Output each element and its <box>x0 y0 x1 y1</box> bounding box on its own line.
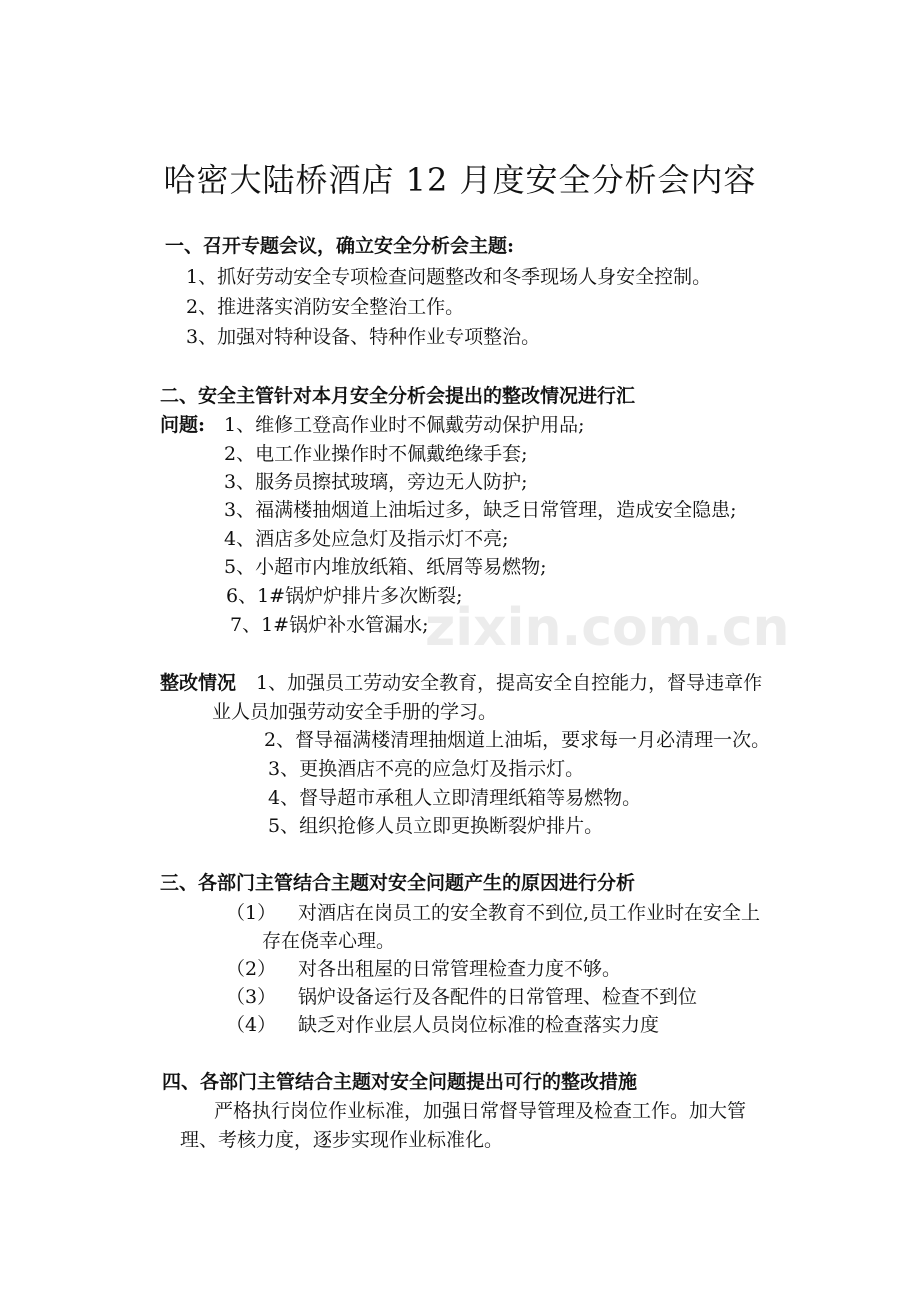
section-2-heading: 二、安全主管针对本月安全分析会提出的整改情况进行汇 <box>160 385 636 407</box>
watermark: zixin.com.cn <box>425 598 790 658</box>
issue-item: 7、1#锅炉补水管漏水; <box>230 614 429 636</box>
issue-item: 3、福满楼抽烟道上油垢过多，缺乏日常管理，造成安全隐患; <box>224 499 737 521</box>
fix-item: 2、督导福满楼清理抽烟道上油垢，要求每一月必清理一次。 <box>264 729 771 751</box>
issue-item: 4、酒店多处应急灯及指示灯不亮; <box>224 528 509 550</box>
issue-item: 5、小超市内堆放纸箱、纸屑等易燃物; <box>224 556 547 578</box>
fix-label: 整改情况 <box>160 672 237 694</box>
cause-number: （3） <box>226 986 277 1008</box>
cause-text: 对酒店在岗员工的安全教育不到位,员工作业时在安全上 <box>298 902 761 924</box>
page-title: 哈密大陆桥酒店 12 月度安全分析会内容 <box>163 161 757 199</box>
list-item: 2、推进落实消防安全整治工作。 <box>186 296 465 318</box>
section-1-heading: 一、召开专题会议，确立安全分析会主题: <box>165 235 515 257</box>
cause-number: （2） <box>226 958 277 980</box>
section-3-heading: 三、各部门主管结合主题对安全问题产生的原因进行分析 <box>160 872 636 894</box>
cause-text-continued: 存在侥幸心理。 <box>262 930 396 952</box>
list-item: 3、加强对特种设备、特种作业专项整治。 <box>186 326 541 348</box>
fix-item: 1、加强员工劳动安全教育，提高安全自控能力，督导违章作 <box>256 672 763 694</box>
fix-item-continued: 业人员加强劳动安全手册的学习。 <box>212 701 498 723</box>
issues-label: 问题: <box>160 414 206 436</box>
fix-item: 3、更换酒店不亮的应急灯及指示灯。 <box>268 758 585 780</box>
issue-item: 6、1#锅炉炉排片多次断裂; <box>226 585 463 607</box>
cause-text: 对各出租屋的日常管理检查力度不够。 <box>298 958 622 980</box>
section-4-heading: 四、各部门主管结合主题对安全问题提出可行的整改措施 <box>162 1071 638 1093</box>
cause-text: 锅炉设备运行及各配件的日常管理、检查不到位 <box>298 986 698 1008</box>
cause-number: （4） <box>226 1014 277 1036</box>
issue-item: 3、服务员擦拭玻璃，旁边无人防护; <box>224 471 528 493</box>
measure-text-continued: 理、考核力度，逐步实现作业标准化。 <box>180 1129 504 1151</box>
issue-item: 2、电工作业操作时不佩戴绝缘手套; <box>224 443 528 465</box>
measure-text: 严格执行岗位作业标准，加强日常督导管理及检查工作。加大管 <box>214 1100 747 1122</box>
cause-number: （1） <box>226 902 277 924</box>
issue-item: 1、维修工登高作业时不佩戴劳动保护用品; <box>224 414 585 436</box>
fix-item: 4、督导超市承租人立即清理纸箱等易燃物。 <box>268 787 642 809</box>
fix-item: 5、组织抢修人员立即更换断裂炉排片。 <box>268 815 604 837</box>
cause-text: 缺乏对作业层人员岗位标准的检查落实力度 <box>298 1014 660 1036</box>
list-item: 1、抓好劳动安全专项检查问题整改和冬季现场人身安全控制。 <box>186 266 712 288</box>
